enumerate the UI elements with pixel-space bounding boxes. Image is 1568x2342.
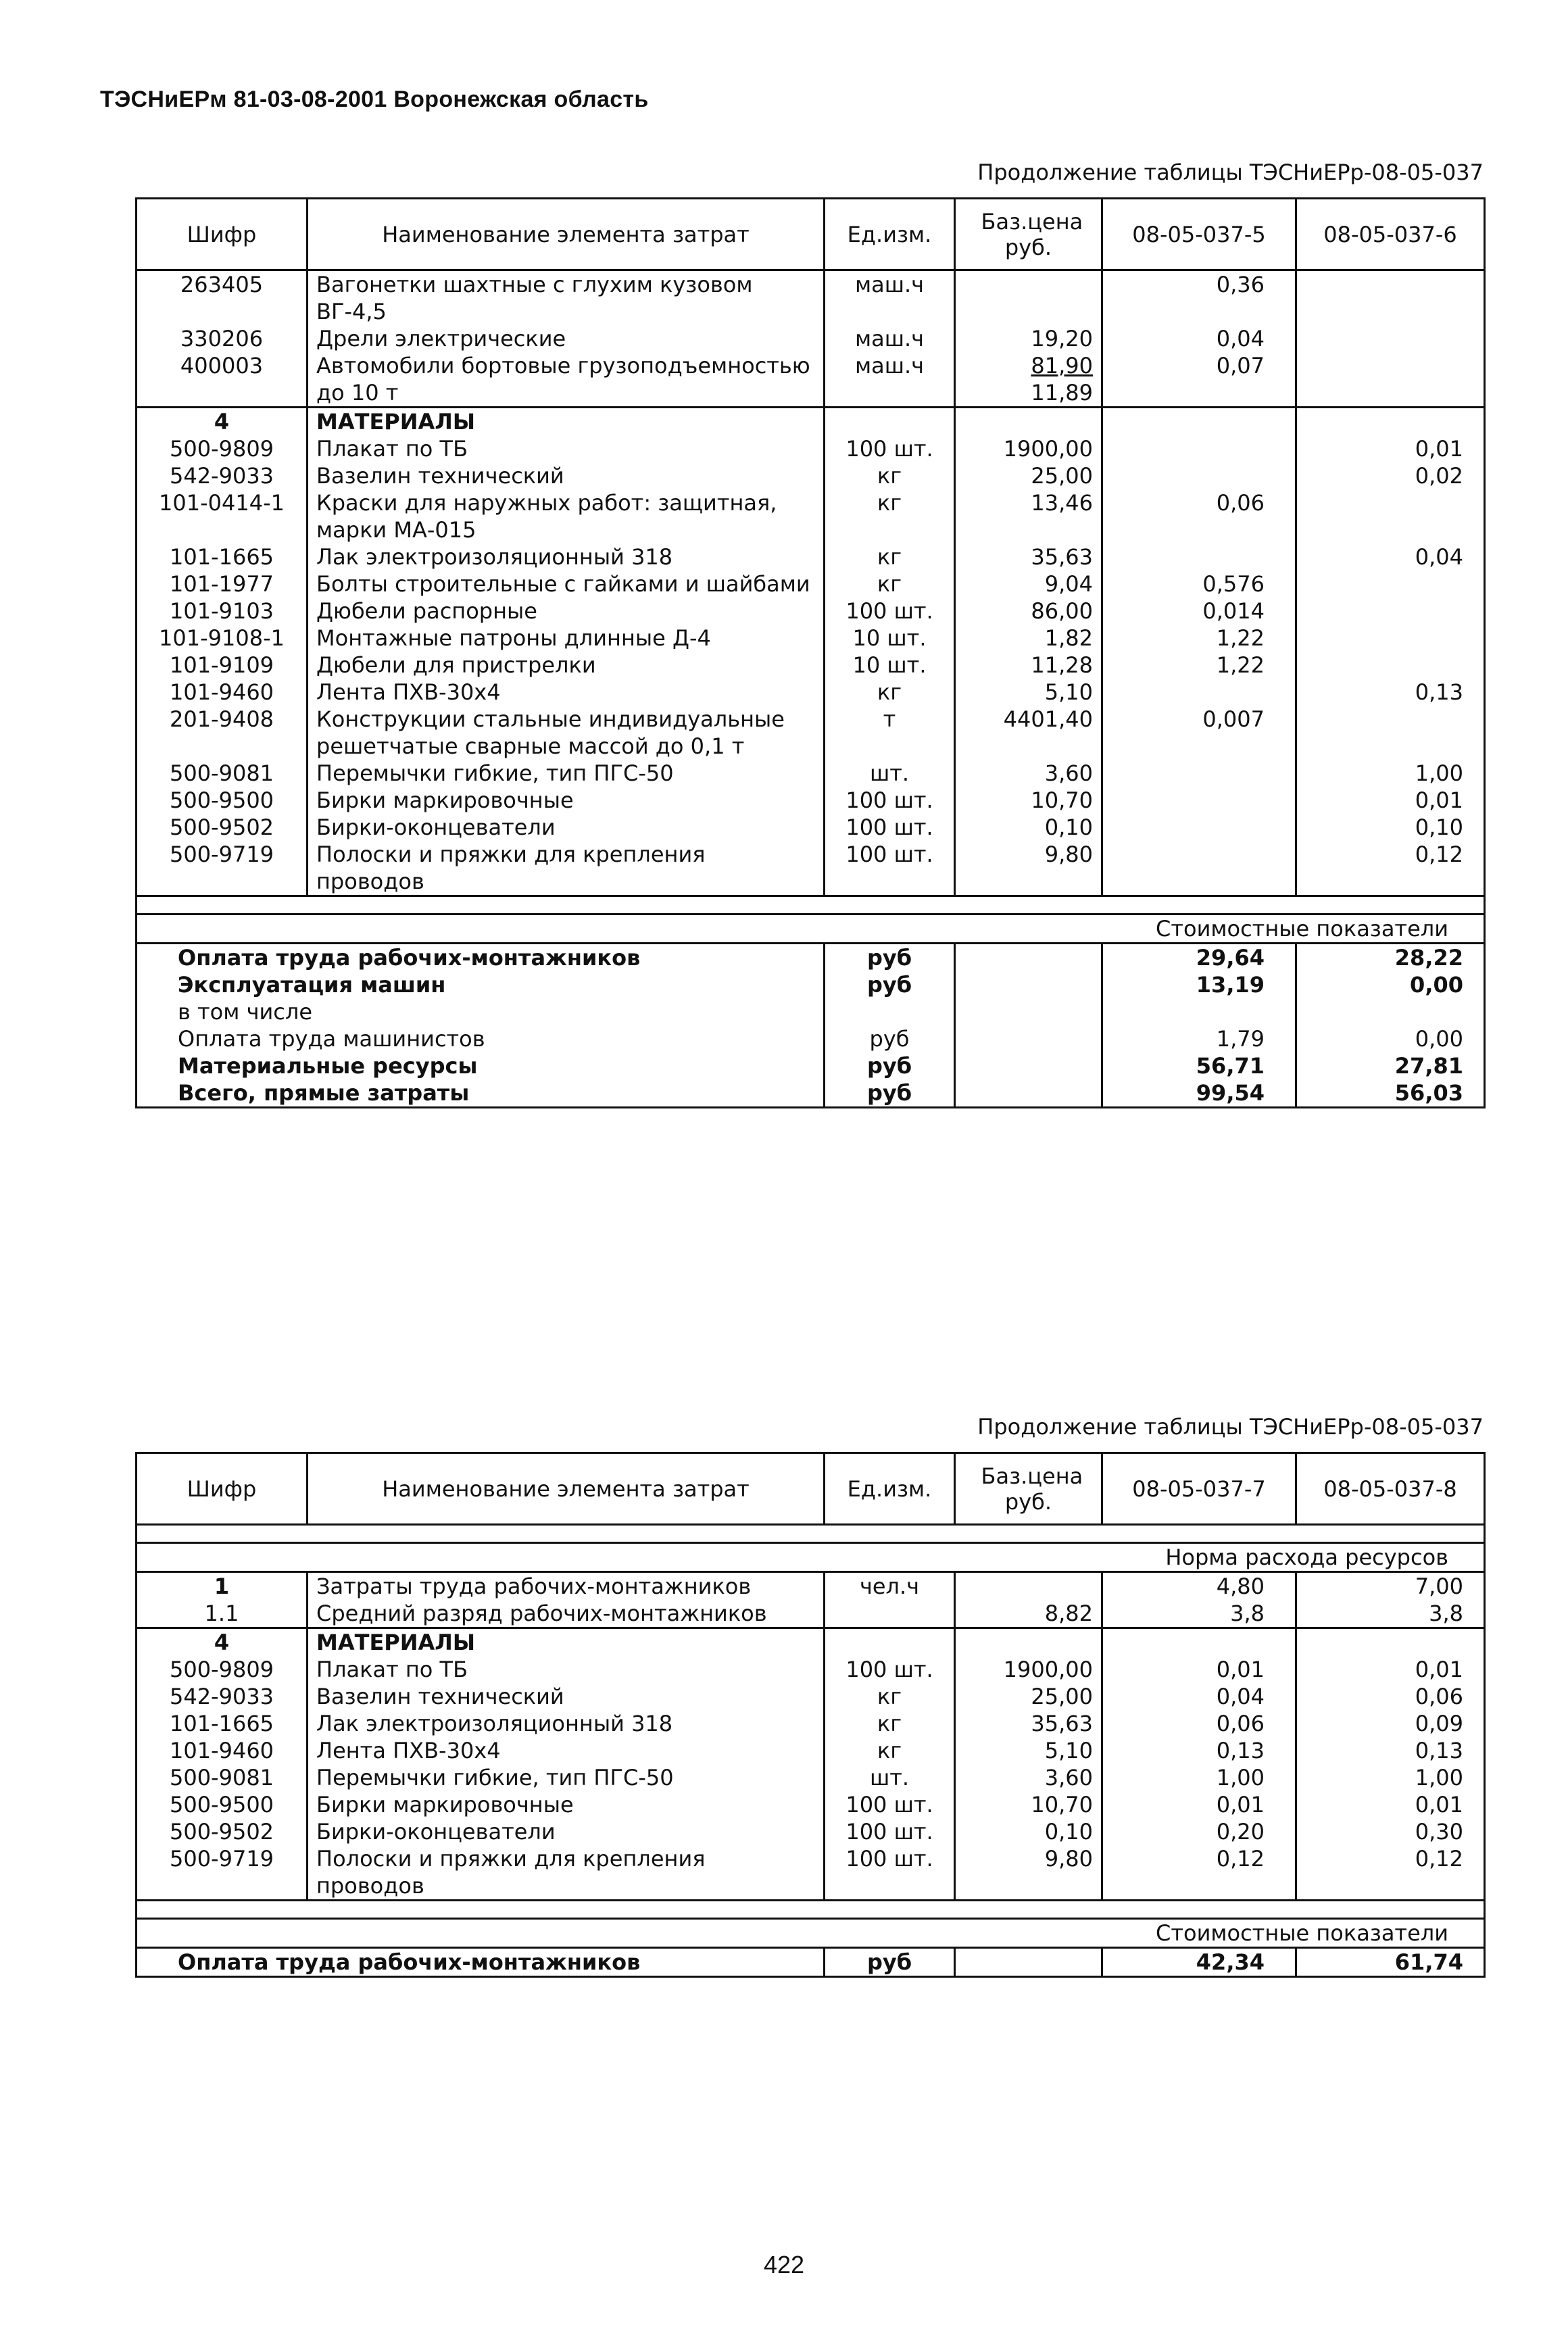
cell-price: [955, 1572, 1102, 1601]
cell-value-2: 0,01: [1296, 435, 1485, 462]
cell-price: [955, 435, 1102, 462]
cell-value-2: [1296, 570, 1485, 597]
price-value-secondary: 11,89: [1031, 380, 1093, 406]
cell-price: [955, 1791, 1102, 1818]
summary-label: в том числе: [137, 998, 825, 1025]
empty-cell: [1296, 1628, 1485, 1657]
section-title: МАТЕРИАЛЫ: [308, 408, 825, 436]
cell-code: 500-9500: [137, 787, 308, 814]
empty-cell: [955, 1025, 1102, 1052]
cell-price: [955, 652, 1102, 679]
cell-code: 500-9719: [137, 841, 308, 896]
price-value: 5,10: [1044, 1738, 1093, 1763]
table1: [135, 197, 1486, 1108]
summary-unit: руб: [825, 944, 955, 972]
price-value: 1900,00: [1003, 436, 1093, 462]
price-value: 5,10: [1044, 679, 1093, 705]
cell-code: 101-9108-1: [137, 625, 308, 652]
cell-code: 101-9460: [137, 1737, 308, 1764]
cell-unit: 100 шт.: [825, 597, 955, 625]
table-row: [137, 1656, 1485, 1683]
cell-price: [955, 706, 1102, 760]
cell-unit: 100 шт.: [825, 787, 955, 814]
section-row: [137, 408, 1485, 436]
cell-unit: 10 шт.: [825, 652, 955, 679]
cell-price: [955, 787, 1102, 814]
spacer-row: [137, 1525, 1485, 1543]
table-row: [137, 760, 1485, 787]
price-value: 25,00: [1031, 463, 1093, 489]
summary-value-1: 56,71: [1102, 1052, 1296, 1079]
cost-indicators-label: [137, 914, 1485, 944]
cell-unit: кг: [825, 462, 955, 489]
cell-value-1: 1,22: [1102, 652, 1296, 679]
cell-value-2: 1,00: [1296, 1764, 1485, 1791]
cell-code: 500-9502: [137, 1818, 308, 1845]
cell-name: Перемычки гибкие, тип ПГС-50: [308, 1764, 825, 1791]
cell-name: Бирки маркировочные: [308, 787, 825, 814]
cell-value-2: 1,00: [1296, 760, 1485, 787]
summary-value-1: 29,64: [1102, 944, 1296, 972]
cell-value-2: 0,01: [1296, 1656, 1485, 1683]
cell-name: Болты строительные с гайками и шайбами: [308, 570, 825, 597]
col-header-code: Шифр: [137, 1453, 308, 1525]
cell-price: [955, 597, 1102, 625]
price-value: 8,82: [1044, 1601, 1093, 1626]
cell-price: [955, 1737, 1102, 1764]
cell-value-1: 0,06: [1102, 1710, 1296, 1737]
empty-cell: [825, 408, 955, 436]
section-code: 4: [137, 1628, 308, 1657]
summary-unit: [825, 998, 955, 1025]
cell-code: 500-9719: [137, 1845, 308, 1901]
price-value: 9,04: [1044, 571, 1093, 597]
table-row: [137, 625, 1485, 652]
cell-unit: маш.ч: [825, 270, 955, 326]
cell-value-1: 0,04: [1102, 1683, 1296, 1710]
cell-value-1: 0,07: [1102, 352, 1296, 408]
col-header-08-05-037-5: 08-05-037-5: [1102, 199, 1296, 270]
price-value: 10,70: [1031, 1792, 1093, 1818]
summary-unit: руб: [825, 1948, 955, 1977]
cell-value-1: 0,576: [1102, 570, 1296, 597]
table-row: [137, 841, 1485, 896]
summary-unit: руб: [825, 1079, 955, 1108]
price-value: 0,10: [1044, 814, 1093, 840]
cell-value-1: [1102, 435, 1296, 462]
cell-price: [955, 1845, 1102, 1901]
col-header-code: Шифр: [137, 199, 308, 270]
cell-value-2: 0,01: [1296, 1791, 1485, 1818]
table2: [135, 1452, 1486, 1978]
price-value: 19,20: [1031, 326, 1093, 351]
price-value: 81,90: [1031, 353, 1093, 379]
cell-unit: 100 шт.: [825, 1845, 955, 1901]
summary-value-2: [1296, 998, 1485, 1025]
cell-unit: кг: [825, 570, 955, 597]
table-row: [137, 787, 1485, 814]
cell-unit: т: [825, 706, 955, 760]
price-value: 10,70: [1031, 787, 1093, 813]
cell-name: Полоски и пряжки для крепления проводов: [308, 1845, 825, 1901]
table-row: [137, 597, 1485, 625]
cell-unit: 100 шт.: [825, 435, 955, 462]
cell-price: [955, 352, 1102, 408]
cell-value-1: 0,007: [1102, 706, 1296, 760]
cell-value-1: [1102, 760, 1296, 787]
cell-name: Бирки маркировочные: [308, 1791, 825, 1818]
col-header-name: Наименование элемента затрат: [308, 199, 825, 270]
table-row: [137, 489, 1485, 543]
price-value: 0,10: [1044, 1819, 1093, 1845]
cell-name: Лента ПХВ-30х4: [308, 679, 825, 706]
summary-unit: руб: [825, 1025, 955, 1052]
empty-cell: [955, 944, 1102, 972]
cell-value-2: 0,09: [1296, 1710, 1485, 1737]
table-row: [137, 1818, 1485, 1845]
cell-unit: маш.ч: [825, 325, 955, 352]
cell-price: [955, 814, 1102, 841]
table-row: [137, 1737, 1485, 1764]
cell-value-2: 3,8: [1296, 1600, 1485, 1628]
cell-price: [955, 760, 1102, 787]
cell-unit: кг: [825, 1683, 955, 1710]
cell-code: 1: [137, 1572, 308, 1601]
cell-name: Дрели электрические: [308, 325, 825, 352]
table-row: [137, 679, 1485, 706]
summary-value-1: 42,34: [1102, 1948, 1296, 1977]
cell-code: 101-1977: [137, 570, 308, 597]
summary-label: Эксплуатация машин: [137, 971, 825, 998]
table-row: [137, 1600, 1485, 1628]
cell-value-1: 3,8: [1102, 1600, 1296, 1628]
empty-cell: [955, 1052, 1102, 1079]
cell-code: 500-9081: [137, 1764, 308, 1791]
table-row: [137, 270, 1485, 326]
summary-row: [137, 1079, 1485, 1108]
summary-row: [137, 998, 1485, 1025]
cell-name: Лак электроизоляционный 318: [308, 1710, 825, 1737]
table1-caption: Продолжение таблицы ТЭСНиЕРр-08-05-037: [977, 160, 1484, 185]
cell-price: [955, 679, 1102, 706]
col-header-price: Баз.цена руб.: [955, 199, 1102, 270]
cell-price: [955, 625, 1102, 652]
cell-code: 400003: [137, 352, 308, 408]
cell-code: 101-9103: [137, 597, 308, 625]
table-row: [137, 462, 1485, 489]
table-row: [137, 1572, 1485, 1601]
cell-code: 101-9460: [137, 679, 308, 706]
cell-value-1: 0,06: [1102, 489, 1296, 543]
summary-row: [137, 971, 1485, 998]
cell-price: [955, 1764, 1102, 1791]
cell-price: [955, 462, 1102, 489]
col-header-08-05-037-8: 08-05-037-8: [1296, 1453, 1485, 1525]
empty-cell: [955, 1948, 1102, 1977]
cell-unit: 100 шт.: [825, 1818, 955, 1845]
cell-value-2: 0,12: [1296, 1845, 1485, 1901]
table-row: [137, 435, 1485, 462]
cell-value-2: 0,06: [1296, 1683, 1485, 1710]
price-value: 13,46: [1031, 490, 1093, 516]
price-value: 1,82: [1044, 625, 1093, 651]
cell-unit: чел.ч: [825, 1572, 955, 1601]
col-header-08-05-037-7: 08-05-037-7: [1102, 1453, 1296, 1525]
cell-value-2: [1296, 325, 1485, 352]
cell-price: [955, 570, 1102, 597]
cell-code: 101-9109: [137, 652, 308, 679]
price-value: 9,80: [1044, 841, 1093, 867]
cell-value-2: [1296, 597, 1485, 625]
col-header-unit: Ед.изм.: [825, 199, 955, 270]
empty-cell: [955, 408, 1102, 436]
cell-name: Монтажные патроны длинные Д-4: [308, 625, 825, 652]
section-code: 4: [137, 408, 308, 436]
document-header: ТЭСНиЕРм 81-03-08-2001 Воронежская область: [100, 87, 649, 112]
empty-cell: [1102, 408, 1296, 436]
cell-price: [955, 489, 1102, 543]
cell-value-1: [1102, 462, 1296, 489]
summary-label: Оплата труда рабочих-монтажников: [137, 1948, 825, 1977]
cell-value-1: 0,01: [1102, 1656, 1296, 1683]
summary-value-1: 13,19: [1102, 971, 1296, 998]
cell-price: [955, 1656, 1102, 1683]
cell-unit: [825, 1600, 955, 1628]
summary-row: [137, 944, 1485, 972]
table-row: [137, 352, 1485, 408]
cell-code: 542-9033: [137, 1683, 308, 1710]
cell-value-1: [1102, 814, 1296, 841]
empty-cell: [825, 1628, 955, 1657]
cell-value-1: 0,01: [1102, 1791, 1296, 1818]
cell-value-1: 0,04: [1102, 325, 1296, 352]
cell-code: 101-0414-1: [137, 489, 308, 543]
cell-name: Конструкции стальные индивидуальные решетчатые сварные массой до 0,1 т: [308, 706, 825, 760]
cell-code: 101-1665: [137, 543, 308, 570]
cell-value-1: 4,80: [1102, 1572, 1296, 1601]
empty-cell: [955, 998, 1102, 1025]
cell-code: 500-9809: [137, 1656, 308, 1683]
summary-value-2: 61,74: [1296, 1948, 1485, 1977]
summary-row: [137, 1948, 1485, 1977]
cell-name: Затраты труда рабочих-монтажников: [308, 1572, 825, 1601]
cell-code: 263405: [137, 270, 308, 326]
summary-row: [137, 1025, 1485, 1052]
cell-unit: 100 шт.: [825, 1791, 955, 1818]
cell-name: Вазелин технический: [308, 462, 825, 489]
cell-code: 1.1: [137, 1600, 308, 1628]
cell-value-2: [1296, 625, 1485, 652]
cell-value-1: [1102, 841, 1296, 896]
price-value: 1900,00: [1003, 1657, 1093, 1682]
cell-name: Лак электроизоляционный 318: [308, 543, 825, 570]
price-value: 86,00: [1031, 598, 1093, 624]
cell-unit: кг: [825, 489, 955, 543]
summary-label: Оплата труда рабочих-монтажников: [137, 944, 825, 972]
cell-price: [955, 841, 1102, 896]
cost-indicators-label: [137, 1919, 1485, 1948]
summary-value-2: 0,00: [1296, 971, 1485, 998]
summary-label: Всего, прямые затраты: [137, 1079, 825, 1108]
cell-value-1: 0,13: [1102, 1737, 1296, 1764]
price-value: 35,63: [1031, 544, 1093, 570]
cell-unit: кг: [825, 679, 955, 706]
cell-value-2: 0,10: [1296, 814, 1485, 841]
cell-value-2: 7,00: [1296, 1572, 1485, 1601]
price-value: 35,63: [1031, 1711, 1093, 1736]
table-row: [137, 1845, 1485, 1901]
empty-cell: [1296, 408, 1485, 436]
summary-row: [137, 1052, 1485, 1079]
cell-value-2: [1296, 706, 1485, 760]
cost-indicators-label-text: Стоимостные показатели: [1156, 916, 1448, 942]
table-row: [137, 1710, 1485, 1737]
price-value: 3,60: [1044, 1765, 1093, 1790]
table2-caption: Продолжение таблицы ТЭСНиЕРр-08-05-037: [977, 1414, 1484, 1440]
page-number: 422: [763, 2251, 805, 2278]
cell-value-1: 0,12: [1102, 1845, 1296, 1901]
cell-unit: 100 шт.: [825, 841, 955, 896]
cell-unit: шт.: [825, 760, 955, 787]
price-value: 4401,40: [1003, 706, 1093, 732]
cell-value-2: 0,01: [1296, 787, 1485, 814]
cell-name: Вагонетки шахтные с глухим кузовом ВГ-4,5: [308, 270, 825, 326]
cell-name: Автомобили бортовые грузоподъемностью до 10 т: [308, 352, 825, 408]
cell-value-1: 0,014: [1102, 597, 1296, 625]
summary-unit: руб: [825, 1052, 955, 1079]
summary-value-2: 28,22: [1296, 944, 1485, 972]
cell-code: 500-9081: [137, 760, 308, 787]
cell-value-2: 0,30: [1296, 1818, 1485, 1845]
cell-price: [955, 325, 1102, 352]
cell-price: [955, 543, 1102, 570]
spacer-row: [137, 896, 1485, 914]
cell-value-1: 0,20: [1102, 1818, 1296, 1845]
section-title: МАТЕРИАЛЫ: [308, 1628, 825, 1657]
table-row: [137, 1764, 1485, 1791]
cell-code: 201-9408: [137, 706, 308, 760]
empty-cell: [955, 1628, 1102, 1657]
table-row: [137, 706, 1485, 760]
summary-value-1: [1102, 998, 1296, 1025]
cell-code: 500-9500: [137, 1791, 308, 1818]
summary-label: Оплата труда машинистов: [137, 1025, 825, 1052]
cell-name: Дюбели для пристрелки: [308, 652, 825, 679]
cell-value-1: [1102, 543, 1296, 570]
cell-price: [955, 1818, 1102, 1845]
cell-value-2: 0,13: [1296, 679, 1485, 706]
cell-value-1: [1102, 679, 1296, 706]
price-value: 25,00: [1031, 1684, 1093, 1709]
table-row: [137, 814, 1485, 841]
summary-value-1: 1,79: [1102, 1025, 1296, 1052]
summary-value-1: 99,54: [1102, 1079, 1296, 1108]
resource-norm-label-text: Норма расхода ресурсов: [1165, 1544, 1448, 1570]
table-row: [137, 1791, 1485, 1818]
empty-cell: [1102, 1628, 1296, 1657]
summary-unit: руб: [825, 971, 955, 998]
table-row: [137, 652, 1485, 679]
summary-label: Материальные ресурсы: [137, 1052, 825, 1079]
price-value: 9,80: [1044, 1846, 1093, 1872]
cell-value-2: [1296, 270, 1485, 326]
cell-code: 500-9502: [137, 814, 308, 841]
cell-code: 500-9809: [137, 435, 308, 462]
table-row: [137, 570, 1485, 597]
col-header-name: Наименование элемента затрат: [308, 1453, 825, 1525]
cell-unit: маш.ч: [825, 352, 955, 408]
table-row: [137, 543, 1485, 570]
section-row: [137, 1628, 1485, 1657]
cell-price: [955, 1683, 1102, 1710]
summary-value-2: 0,00: [1296, 1025, 1485, 1052]
empty-cell: [955, 1079, 1102, 1108]
cell-code: 542-9033: [137, 462, 308, 489]
price-value: 11,28: [1031, 652, 1093, 678]
resource-norm-label: [137, 1543, 1485, 1572]
empty-cell: [955, 971, 1102, 998]
cell-unit: 100 шт.: [825, 814, 955, 841]
cell-name: Вазелин технический: [308, 1683, 825, 1710]
summary-value-2: 56,03: [1296, 1079, 1485, 1108]
col-header-unit: Ед.изм.: [825, 1453, 955, 1525]
cell-name: Лента ПХВ-30х4: [308, 1737, 825, 1764]
cell-name: Плакат по ТБ: [308, 1656, 825, 1683]
cell-name: Перемычки гибкие, тип ПГС-50: [308, 760, 825, 787]
cell-value-1: 1,22: [1102, 625, 1296, 652]
cell-unit: кг: [825, 543, 955, 570]
cell-value-2: 0,12: [1296, 841, 1485, 896]
cell-unit: 100 шт.: [825, 1656, 955, 1683]
cell-value-2: [1296, 652, 1485, 679]
summary-value-2: 27,81: [1296, 1052, 1485, 1079]
table-row: [137, 325, 1485, 352]
cell-unit: кг: [825, 1710, 955, 1737]
price-value: 3,60: [1044, 760, 1093, 786]
cost-indicators-label-text: Стоимостные показатели: [1156, 1920, 1448, 1946]
cell-unit: 10 шт.: [825, 625, 955, 652]
cell-value-1: 1,00: [1102, 1764, 1296, 1791]
cell-price: [955, 1600, 1102, 1628]
col-header-price: Баз.цена руб.: [955, 1453, 1102, 1525]
cell-value-1: 0,36: [1102, 270, 1296, 326]
cell-unit: шт.: [825, 1764, 955, 1791]
cell-value-1: [1102, 787, 1296, 814]
cell-name: Краски для наружных работ: защитная, марки МА-015: [308, 489, 825, 543]
col-header-08-05-037-6: 08-05-037-6: [1296, 199, 1485, 270]
spacer-row: [137, 1901, 1485, 1919]
cell-name: Плакат по ТБ: [308, 435, 825, 462]
cell-value-2: 0,04: [1296, 543, 1485, 570]
cell-name: Средний разряд рабочих-монтажников: [308, 1600, 825, 1628]
cell-name: Бирки-оконцеватели: [308, 814, 825, 841]
cell-code: 330206: [137, 325, 308, 352]
cell-price: [955, 1710, 1102, 1737]
cell-name: Дюбели распорные: [308, 597, 825, 625]
cell-value-2: 0,13: [1296, 1737, 1485, 1764]
cell-name: Полоски и пряжки для крепления проводов: [308, 841, 825, 896]
cell-value-2: [1296, 352, 1485, 408]
cell-unit: кг: [825, 1737, 955, 1764]
cell-name: Бирки-оконцеватели: [308, 1818, 825, 1845]
cell-value-2: 0,02: [1296, 462, 1485, 489]
cell-price: [955, 270, 1102, 326]
cell-code: 101-1665: [137, 1710, 308, 1737]
table-row: [137, 1683, 1485, 1710]
cell-value-2: [1296, 489, 1485, 543]
